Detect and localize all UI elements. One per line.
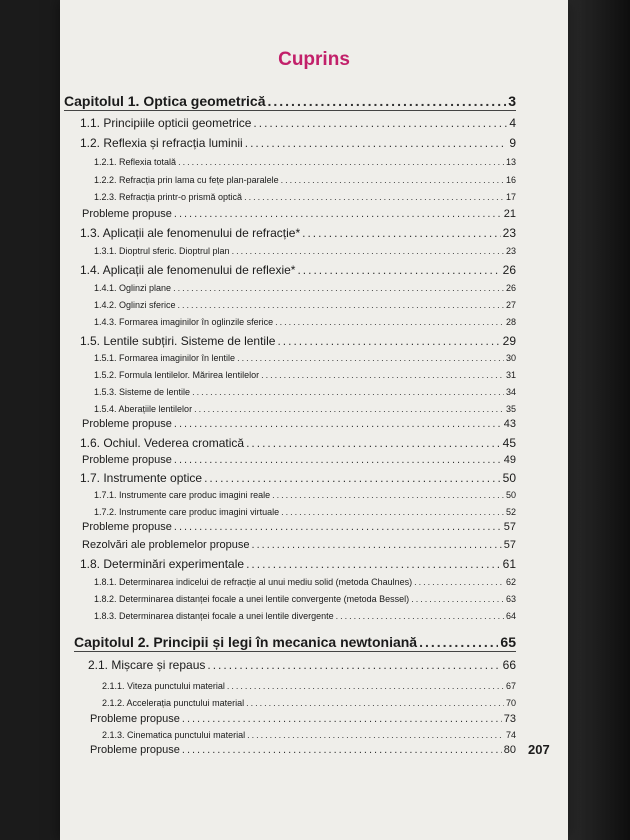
toc-entry: 1.5. Lentile subțiri. Sisteme de lentile ..... 29 (80, 334, 516, 348)
toc-entry: 1.5.4. Aberațiile lentilelor ..... 35 (94, 404, 516, 414)
toc-entry: 1.4. Aplicații ale fenomenului de reflexie* ..... 26 (80, 263, 516, 277)
toc-entry: 2.1. Mișcare și repaus ..... 66 (88, 658, 516, 672)
toc-entry: Probleme propuse ..... 43 (82, 418, 516, 430)
page-number: 207 (528, 742, 550, 757)
toc-entry: Rezolvări ale problemelor propuse ..... 57 (82, 539, 516, 551)
toc-entry: 1.5.1. Formarea imaginilor în lentile ..... 30 (94, 353, 516, 363)
toc-entry: 2.1.1. Viteza punctului material ..... 67 (102, 681, 516, 691)
page-title: Cuprins (278, 49, 350, 70)
toc-entry: 1.2.2. Refracția prin lama cu fețe plan-paralele ..... 16 (94, 175, 516, 185)
document-page (60, 0, 568, 840)
toc-entry: 1.5.2. Formula lentilelor. Mărirea lentilelor ..... 31 (94, 370, 516, 380)
toc-entry: 1.1. Principiile opticii geometrice ..... 4 (80, 116, 516, 130)
toc-entry: 2.1.2. Accelerația punctului material ..... 70 (102, 698, 516, 708)
toc-entry: 1.7.2. Instrumente care produc imagini virtuale ..... 52 (94, 507, 516, 517)
toc-entry: 1.3. Aplicații ale fenomenului de refracție* ..... 23 (80, 226, 516, 240)
toc-entry: 1.7. Instrumente optice ..... 50 (80, 471, 516, 485)
toc-entry: 1.2.3. Refracția printr-o prismă optică ..... 17 (94, 192, 516, 202)
toc-entry: 1.7.1. Instrumente care produc imagini reale ..... 50 (94, 490, 516, 500)
toc-entry: 1.4.2. Oglinzi sferice ..... 27 (94, 300, 516, 310)
table-of-contents (60, 0, 568, 840)
toc-entry: Probleme propuse ..... 49 (82, 454, 516, 466)
toc-entry: Probleme propuse ..... 80 (90, 744, 516, 756)
toc-entry: 1.5.3. Sisteme de lentile ..... 34 (94, 387, 516, 397)
toc-entry: 2.1.3. Cinematica punctului material ..... 74 (102, 730, 516, 740)
book-edge (568, 0, 630, 840)
toc-entry: 1.4.3. Formarea imaginilor în oglinzile sferice ..... 28 (94, 317, 516, 327)
toc-entry: Probleme propuse ..... 57 (82, 521, 516, 533)
toc-entry: 1.4.1. Oglinzi plane ..... 26 (94, 283, 516, 293)
toc-entry: 1.8.1. Determinarea indicelui de refracție al unui mediu solid (metoda Chaulnes) ..... 62 (94, 577, 516, 587)
chapter-rule (74, 651, 516, 652)
toc-entry: 1.6. Ochiul. Vederea cromatică ..... 45 (80, 436, 516, 450)
toc-entry: Probleme propuse ..... 73 (90, 713, 516, 725)
toc-entry: 1.2.1. Reflexia totală ..... 13 (94, 157, 516, 167)
toc-chapter-1: Capitolul 1. Optica geometrică ..... 3 (64, 93, 516, 109)
toc-entry: 1.2. Reflexia și refracția luminii ..... 9 (80, 136, 516, 150)
toc-entry: 1.8. Determinări experimentale ..... 61 (80, 557, 516, 571)
toc-entry: 1.8.2. Determinarea distanței focale a unei lentile convergente (metoda Bessel) ..... 63 (94, 594, 516, 604)
toc-chapter-2: Capitolul 2. Principii și legi în mecanica newtoniană ..... 65 (74, 634, 516, 650)
toc-entry: Probleme propuse ..... 21 (82, 208, 516, 220)
toc-entry: 1.8.3. Determinarea distanței focale a unei lentile divergente ..... 64 (94, 611, 516, 621)
chapter-rule (64, 110, 516, 111)
toc-entry: 1.3.1. Dioptrul sferic. Dioptrul plan ..... 23 (94, 246, 516, 256)
